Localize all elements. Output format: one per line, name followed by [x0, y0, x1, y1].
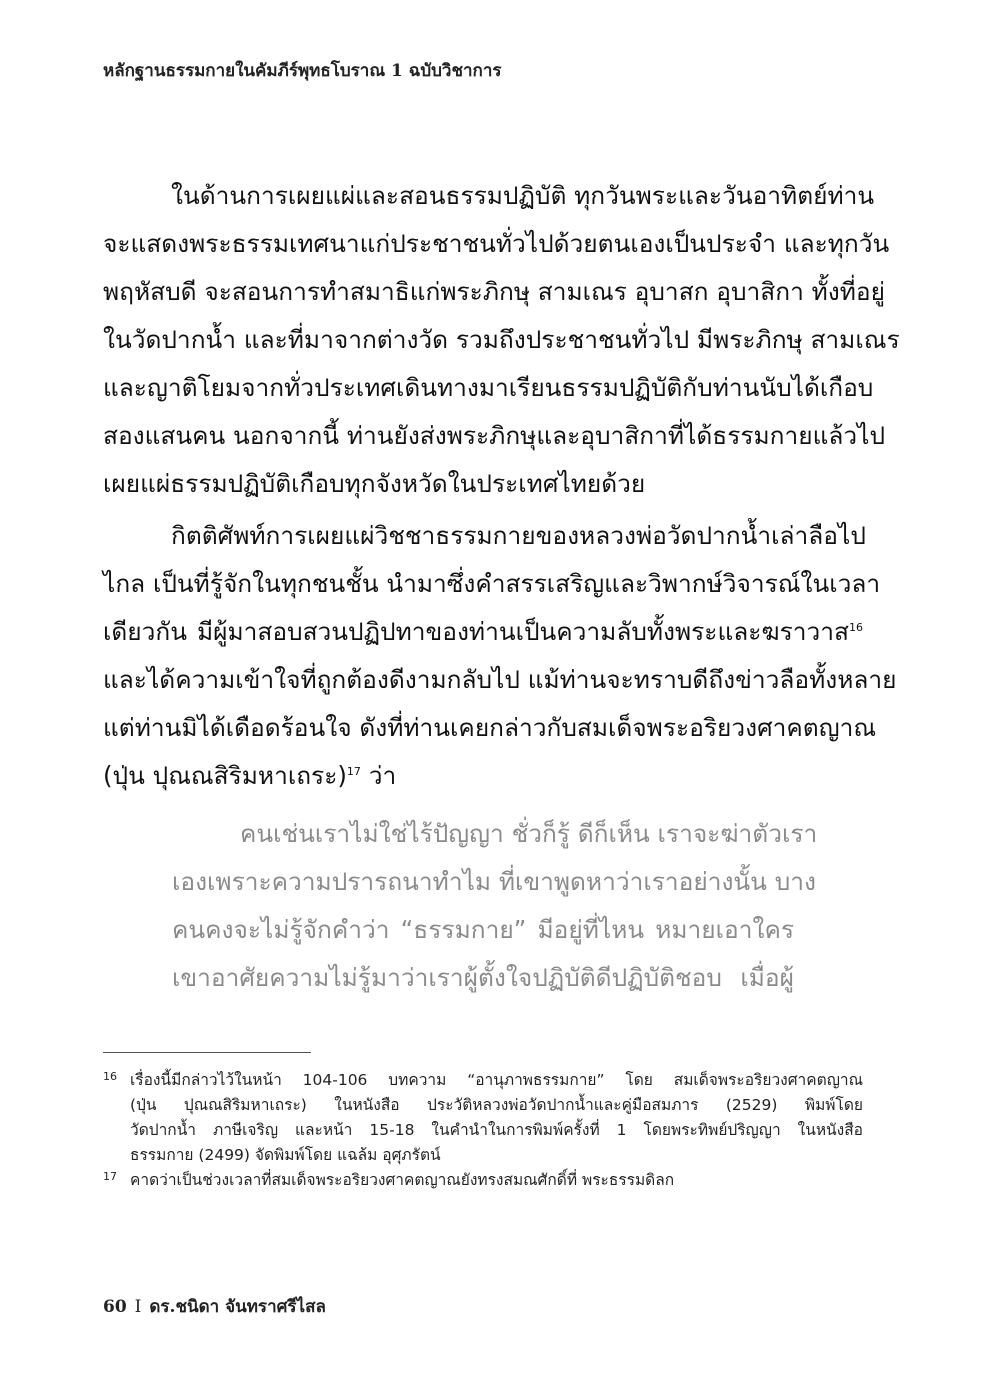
quote-line: เองเพราะความปรารถนาทำไม ที่เขาพูดหาว่าเราอย่างนั้น บาง: [172, 867, 816, 896]
footnote-ref-16[interactable]: 16: [849, 620, 863, 634]
page-number: 60: [103, 1297, 127, 1317]
running-header-title: หลักฐานธรรมกายในคัมภีร์พุทธโบราณ 1 ฉบับวิชาการ: [103, 61, 502, 81]
block-quote: [172, 810, 818, 1002]
text-segment: ว่า: [368, 761, 397, 790]
footnote-line: วัดปากน้ำ ภาษีเจริญ และหน้า 15-18 ในคำนำในการพิมพ์ครั้งที่ 1 โดยพระทิพย์ปริญญา ในหนังสือ: [130, 1121, 863, 1139]
author-name: ดร.ชนิดา จันทราศรีไสล: [149, 1297, 326, 1317]
footnote-line: เรื่องนี้มีกล่าวไว้ในหน้า 104-106 บทความ “อานุภาพธรรมกาย” โดย สมเด็จพระอริยวงศาคตญาณ: [130, 1071, 863, 1089]
text-line: ไกล เป็นที่รู้จักในทุกชนชั้น นำมาซึ่งคำสรรเสริญและวิพากษ์วิจารณ์ในเวลา: [103, 569, 881, 598]
text-line: จะแสดงพระธรรมเทศนาแก่ประชาชนทั่วไปด้วยตนเองเป็นประจำ และทุกวัน: [103, 229, 890, 258]
footnote-16: [103, 1068, 863, 1168]
quote-line: เขาอาศัยความไม่รู้มาว่าเราผู้ตั้งใจปฏิบัติดีปฏิบัติชอบ เมื่อผู้: [172, 963, 794, 992]
footnotes: [103, 1068, 863, 1193]
text-line-with-ref: [103, 608, 863, 656]
text-line-with-ref: [103, 752, 863, 800]
footnote-line: (ปุ่น ปุณณสิริมหาเถระ) ในหนังสือ ประวัติหลวงพ่อวัดปากน้ำและคู่มือสมภาร (2529) พิมพ์โดย: [130, 1096, 863, 1114]
quote-line: คนคงจะไม่รู้จักคำว่า “ธรรมกาย” มีอยู่ที่ไหน หมายเอาใคร: [172, 915, 794, 944]
text-segment: เดียวกัน มีผู้มาสอบสวนปฏิปทาของท่านเป็นความลับทั้งพระและฆราวาส: [103, 617, 849, 646]
text-line: สองแสนคน นอกจากนี้ ท่านยังส่งพระภิกษุและอุบาสิกาที่ได้ธรรมกายแล้วไป: [103, 421, 886, 450]
text-line: ในด้านการเผยแผ่และสอนธรรมปฏิบัติ ทุกวันพระและวันอาทิตย์ท่าน: [171, 181, 875, 210]
text-line: กิตติศัพท์การเผยแผ่วิชชาธรรมกายของหลวงพ่อวัดปากน้ำเล่าลือไป: [171, 521, 866, 550]
body-paragraph-2: [103, 512, 897, 800]
text-line: ในวัดปากน้ำ และที่มาจากต่างวัด รวมถึงประชาชนทั่วไป มีพระภิกษุ สามเณร: [103, 325, 900, 354]
footer-separator: I: [134, 1297, 142, 1317]
quote-line: คนเช่นเราไม่ใช่ไร้ปัญญา ชั่วก็รู้ ดีก็เห็น เราจะฆ่าตัวเรา: [240, 819, 818, 848]
body-paragraph-1: [103, 172, 900, 508]
text-line: พฤหัสบดี จะสอนการทำสมาธิแก่พระภิกษุ สามเณร อุบาสก อุบาสิกา ทั้งที่อยู่: [103, 277, 885, 306]
footnote-number: 16: [103, 1070, 117, 1083]
text-line: แต่ท่านมิได้เดือดร้อนใจ ดังที่ท่านเคยกล่าวกับสมเด็จพระอริยวงศาคตญาณ: [103, 713, 877, 742]
page-footer: [103, 1296, 326, 1318]
footnote-divider: [103, 1052, 311, 1053]
text-segment: (ปุ่น ปุณณสิริมหาเถระ): [103, 761, 347, 790]
footnote-line: คาดว่าเป็นช่วงเวลาที่สมเด็จพระอริยวงศาคตญาณยังทรงสมณศักดิ์ที่ พระธรรมดิลก: [130, 1171, 675, 1189]
footnote-line: ธรรมกาย (2499) จัดพิมพ์โดย แฉล้ม อุศุภรัตน์: [130, 1146, 441, 1164]
text-line: เผยแผ่ธรรมปฏิบัติเกือบทุกจังหวัดในประเทศไทยด้วย: [103, 469, 646, 498]
footnote-ref-17[interactable]: 17: [346, 764, 361, 778]
footnote-number: 17: [103, 1170, 117, 1183]
text-line: และญาติโยมจากทั่วประเทศเดินทางมาเรียนธรรมปฏิบัติกับท่านนับได้เกือบ: [103, 373, 874, 402]
text-line: และได้ความเข้าใจที่ถูกต้องดีงามกลับไป แม้ท่านจะทราบดีถึงข่าวลือทั้งหลาย: [103, 665, 897, 694]
footnote-17: [103, 1168, 863, 1193]
